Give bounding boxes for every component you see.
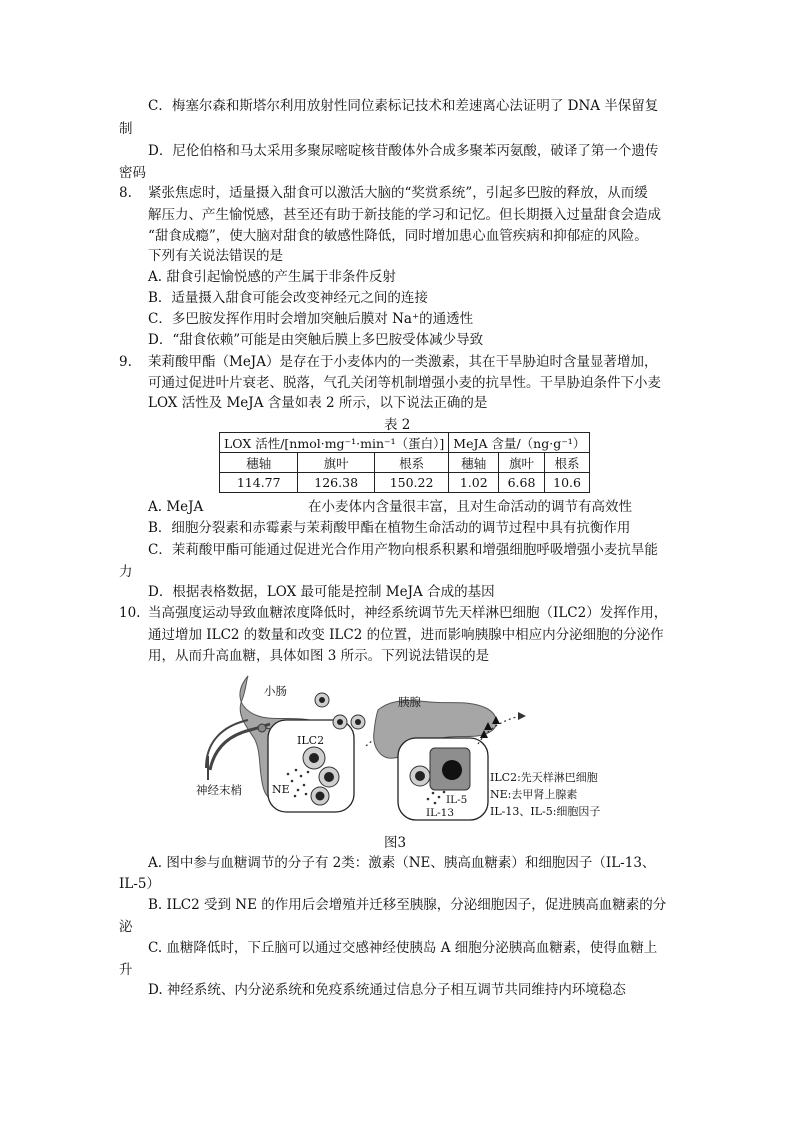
label-ilc2: ILC2 bbox=[297, 734, 325, 747]
legend-line-3: IL-13、IL-5:细胞因子 bbox=[490, 805, 601, 818]
label-pancreas: 胰腺 bbox=[398, 695, 421, 709]
q9-option-c-cont: 力 bbox=[119, 564, 133, 580]
table-cell: 10.6 bbox=[544, 473, 590, 493]
q10-option-c: C. 血糖降低时，下丘脑可以通过交感神经使胰岛 A 细胞分泌胰高血糖素，使得血糖上 bbox=[148, 940, 658, 956]
q10-option-b: B. ILC2 受到 NE 的作用后会增殖并迁移至胰腺，分泌细胞因子，促进胰高血糖素的分 bbox=[148, 897, 667, 913]
cell-nucleus bbox=[319, 697, 325, 703]
q10-number: 10. bbox=[119, 605, 141, 621]
table-col-label: 旗叶 bbox=[298, 453, 374, 473]
table-col-label: 旗叶 bbox=[499, 453, 545, 473]
q8-option-b: B．适量摄入甜食可能会改变神经元之间的连接 bbox=[148, 290, 428, 306]
cell-nucleus bbox=[442, 760, 462, 780]
q10-option-a: A. 图中参与血糖调节的分子有 2类：激素（NE、胰高血糖素）和细胞因子（IL-13、 bbox=[148, 855, 656, 871]
q9-option-a-prefix: A. MeJA bbox=[148, 499, 204, 515]
table-col-label: 穗轴 bbox=[449, 453, 499, 473]
q10-stem-3: 用，从而升高血糖，具体如图 3 所示。下列说法错误的是 bbox=[148, 648, 490, 664]
legend-line-2: NE:去甲肾上腺素 bbox=[490, 788, 578, 801]
q7-option-c: C．梅塞尔森和斯塔尔利用放射性同位素标记技术和差速离心法证明了 DNA 半保留复 bbox=[148, 98, 659, 114]
q8-stem-3: “甜食成瘾”，使大脑对甜食的敏感性降低，同时增加患心血管疾病和抑郁症的风险。 bbox=[148, 228, 648, 244]
q8-stem-1: 紧张焦虑时，适量摄入甜食可以激活大脑的“奖赏系统”，引起多巴胺的释放，从而缓 bbox=[148, 185, 648, 201]
q8-number: 8. bbox=[119, 185, 132, 201]
label-il5: IL-5 bbox=[446, 794, 468, 806]
q8-stem-4: 下列有关说法错误的是 bbox=[148, 248, 283, 264]
q9-option-c: C．茉莉酸甲酯可能通过促进光合作用产物向根系积累和增强细胞呼吸增强小麦抗旱能 bbox=[148, 542, 658, 558]
q9-stem-1: 茉莉酸甲酯（MeJA）是存在于小麦体内的一类激素，其在干旱胁迫时含量显著增加， bbox=[148, 354, 658, 370]
q8-option-a: A. 甜食引起愉悦感的产生属于非条件反射 bbox=[148, 269, 396, 285]
table-cell: 114.77 bbox=[220, 473, 298, 493]
cell-nucleus bbox=[355, 719, 361, 725]
q10-option-c-cont: 升 bbox=[119, 962, 133, 978]
q10-option-b-cont: 泌 bbox=[119, 919, 133, 935]
table-col-label: 根系 bbox=[374, 453, 448, 473]
figure-caption: 图3 bbox=[384, 835, 407, 851]
table-cell: 1.02 bbox=[449, 473, 499, 493]
q8-option-d: D．“甜食依赖”可能是由突触后膜上多巴胺受体减少导致 bbox=[148, 332, 484, 348]
label-nerve-ending: 神经末梢 bbox=[196, 783, 242, 797]
legend-line-1: ILC2:先天样淋巴细胞 bbox=[490, 771, 598, 784]
label-intestine: 小肠 bbox=[264, 684, 287, 698]
q10-stem-1: 当高强度运动导致血糖浓度降低时，神经系统调节先天样淋巴细胞（ILC2）发挥作用， bbox=[148, 605, 668, 621]
cell-nucleus bbox=[316, 792, 325, 801]
q9-stem-2: 可通过促进叶片衰老、脱落，气孔关闭等机制增强小麦的抗旱性。干旱胁迫条件下小麦 bbox=[148, 375, 661, 391]
label-il13: IL-13 bbox=[426, 807, 455, 819]
table-header-meja: MeJA 含量/（ng·g⁻¹） bbox=[449, 433, 590, 453]
q7-option-d: D．尼伦伯格和马太采用多聚尿嘧啶核苷酸体外合成多聚苯丙氨酸，破译了第一个遗传 bbox=[148, 143, 659, 159]
q7-option-d-cont: 密码 bbox=[119, 165, 146, 181]
table-cell: 126.38 bbox=[298, 473, 374, 493]
q9-option-d: D．根据表格数据，LOX 最可能是控制 MeJA 合成的基因 bbox=[148, 584, 495, 600]
label-ne: NE bbox=[272, 783, 290, 796]
q10-stem-2: 通过增加 ILC2 的数量和改变 ILC2 的位置，进而影响胰腺中相应内分泌细胞的分泌作 bbox=[148, 627, 664, 643]
table-caption: 表 2 bbox=[384, 417, 411, 433]
q10-option-d: D. 神经系统、内分泌系统和免疫系统通过信息分子相互调节共同维持内环境稳态 bbox=[148, 982, 626, 998]
q8-option-c: C．多巴胺发挥作用时会增加突触后膜对 Na⁺的通透性 bbox=[148, 311, 474, 327]
q10-option-a-cont: IL-5） bbox=[119, 876, 160, 892]
q9-option-b: B．细胞分裂素和赤霉素与茉莉酸甲酯在植物生命活动的调节过程中具有抗衡作用 bbox=[148, 520, 631, 536]
nerve-terminal-icon bbox=[258, 724, 266, 732]
q9-number: 9. bbox=[119, 354, 132, 370]
table-col-label: 根系 bbox=[544, 453, 590, 473]
q9-stem-3: LOX 活性及 MeJA 含量如表 2 所示，以下说法正确的是 bbox=[148, 395, 488, 411]
cell-nucleus bbox=[337, 719, 343, 725]
table-col-label: 穗轴 bbox=[220, 453, 298, 473]
cell-nucleus bbox=[415, 771, 425, 781]
table-header-lox: LOX 活性/[nmol·mg⁻¹·min⁻¹（蛋白）] bbox=[220, 433, 449, 453]
q7-option-c-cont: 制 bbox=[119, 121, 133, 137]
arrow-head-icon bbox=[518, 712, 526, 720]
table-cell: 6.68 bbox=[499, 473, 545, 493]
q8-stem-2: 解压力、产生愉悦感，甚至还有助于新技能的学习和记忆。但长期摄入过量甜食会造成 bbox=[148, 207, 661, 223]
cell-nucleus bbox=[309, 753, 319, 763]
table-cell: 150.22 bbox=[374, 473, 448, 493]
q9-option-a-text: 在小麦体内含量很丰富，且对生命活动的调节有高效性 bbox=[308, 499, 632, 515]
cell-nucleus bbox=[324, 772, 334, 782]
